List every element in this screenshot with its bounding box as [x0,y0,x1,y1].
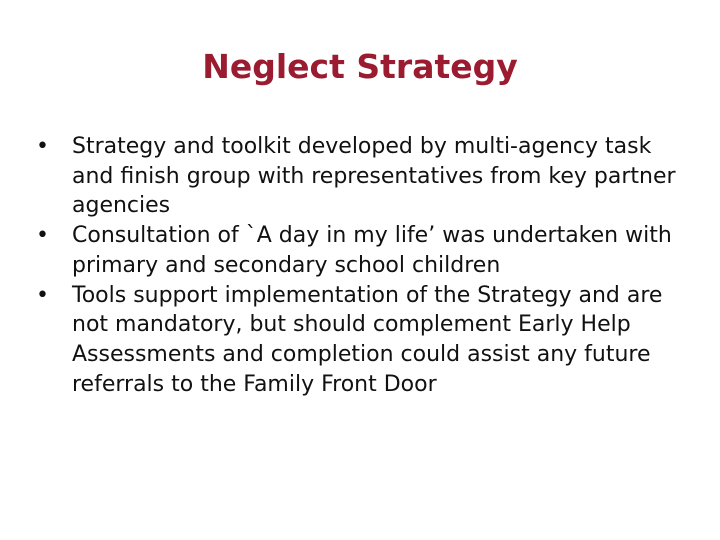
slide-title: Neglect Strategy [202,47,518,86]
bullet-item-1 [30,132,690,221]
bullet-icon: • [36,282,49,308]
bullet-icon: • [36,134,49,159]
bullet-list [30,132,690,399]
bullet-icon: • [36,223,49,249]
bullet-text: Tools support implementation of the Strategy and are not mandatory, but should complement Early Help Assessments and completion could assist any future referrals to the Family Front Door [72,282,663,397]
bullet-text: Strategy and toolkit developed by multi-agency task and finish group with representatives from key partner agencies [72,134,676,219]
bullet-item-3 [30,281,690,400]
bullet-text: Consultation of `A day in my life’ was undertaken with primary and secondary school children [72,223,672,278]
bullet-item-2 [30,221,690,280]
